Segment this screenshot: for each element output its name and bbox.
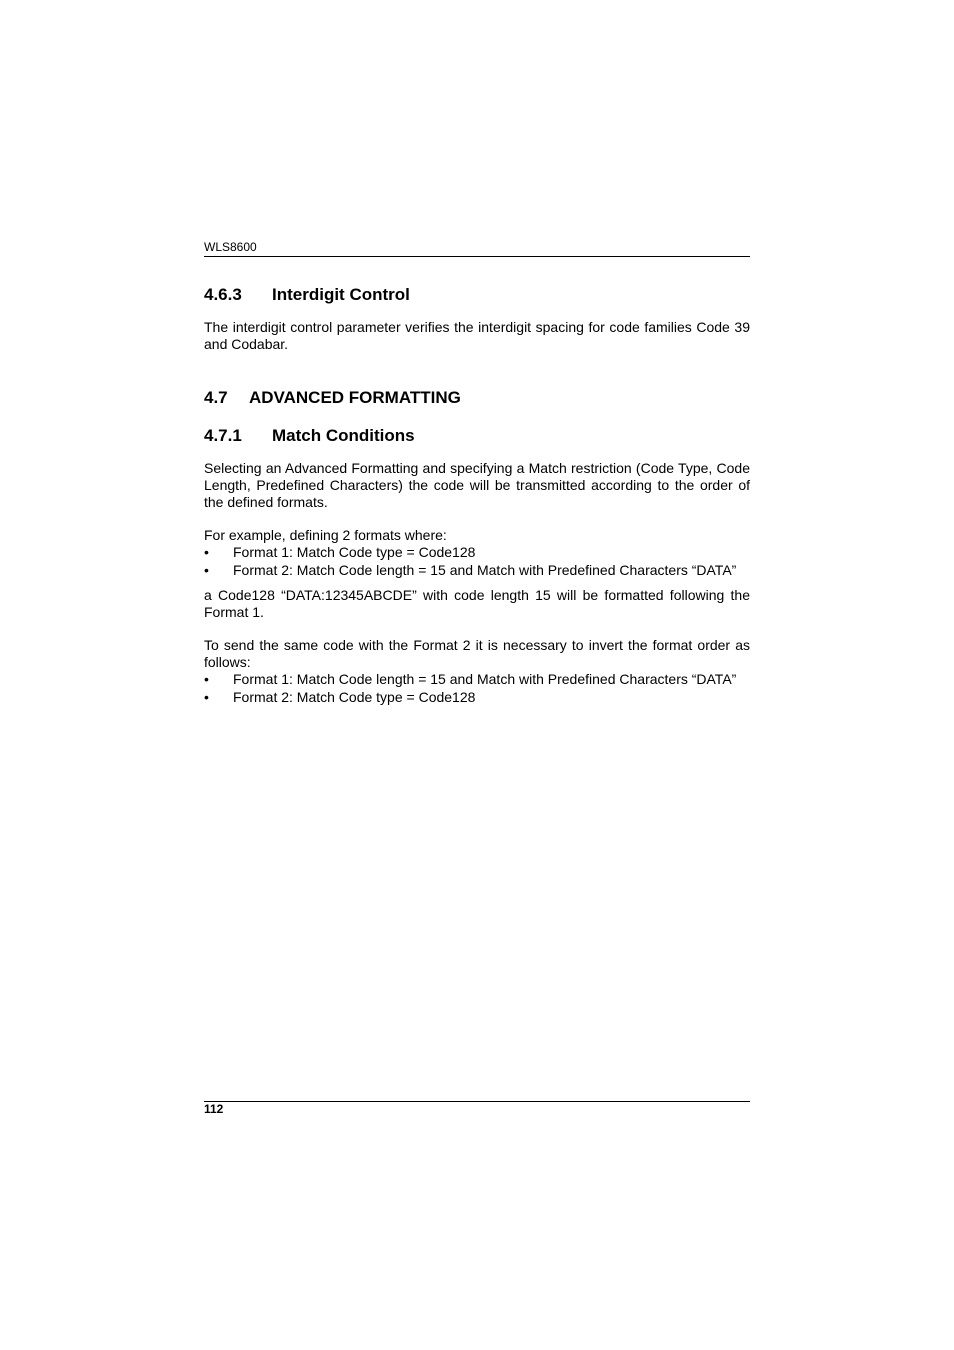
list-item <box>204 671 750 688</box>
list-item-text: Format 1: Match Code type = Code128 <box>233 544 476 560</box>
list-item <box>204 562 750 579</box>
page-footer <box>204 1101 750 1116</box>
interdigit-paragraph: The interdigit control parameter verifies the interdigit spacing for code families Code 39 and Codabar. <box>204 319 750 352</box>
page-header <box>204 239 750 257</box>
format-list-1 <box>204 544 750 579</box>
list-item-text: Format 1: Match Code length = 15 and Match with Predefined Characters “DATA” <box>233 671 737 687</box>
list-item <box>204 689 750 706</box>
bullet-icon: • <box>204 671 209 687</box>
section-title: ADVANCED FORMATTING <box>249 388 461 407</box>
match-paragraph-3: a Code128 “DATA:12345ABCDE” with code length 15 will be formatted following the Format 1. <box>204 587 750 620</box>
section-title: Match Conditions <box>272 426 415 445</box>
section-number: 4.7.1 <box>204 426 242 445</box>
match-paragraph-1: Selecting an Advanced Formatting and specifying a Match restriction (Code Type, Code Length, Predefined Characters) the code will be transmitted according to the order of the defined formats. <box>204 460 750 510</box>
list-item <box>204 544 750 561</box>
bullet-icon: • <box>204 689 209 705</box>
section-number: 4.7 <box>204 388 228 407</box>
section-title: Interdigit Control <box>272 285 410 304</box>
section-heading-4-7-1 <box>204 425 750 447</box>
section-heading-4-6-3 <box>204 284 750 306</box>
bullet-icon: • <box>204 562 209 578</box>
page-content <box>204 284 750 707</box>
list-item-text: Format 2: Match Code length = 15 and Match with Predefined Characters “DATA” <box>233 562 737 578</box>
format-list-2 <box>204 671 750 706</box>
page-number: 112 <box>204 1102 224 1116</box>
section-number: 4.6.3 <box>204 285 242 304</box>
list-item-text: Format 2: Match Code type = Code128 <box>233 689 476 705</box>
header-title: WLS8600 <box>204 240 257 254</box>
section-heading-4-7 <box>204 387 750 409</box>
bullet-icon: • <box>204 544 209 560</box>
match-paragraph-2: For example, defining 2 formats where: <box>204 527 447 543</box>
match-paragraph-4: To send the same code with the Format 2 it is necessary to invert the format order as follows: <box>204 637 750 670</box>
